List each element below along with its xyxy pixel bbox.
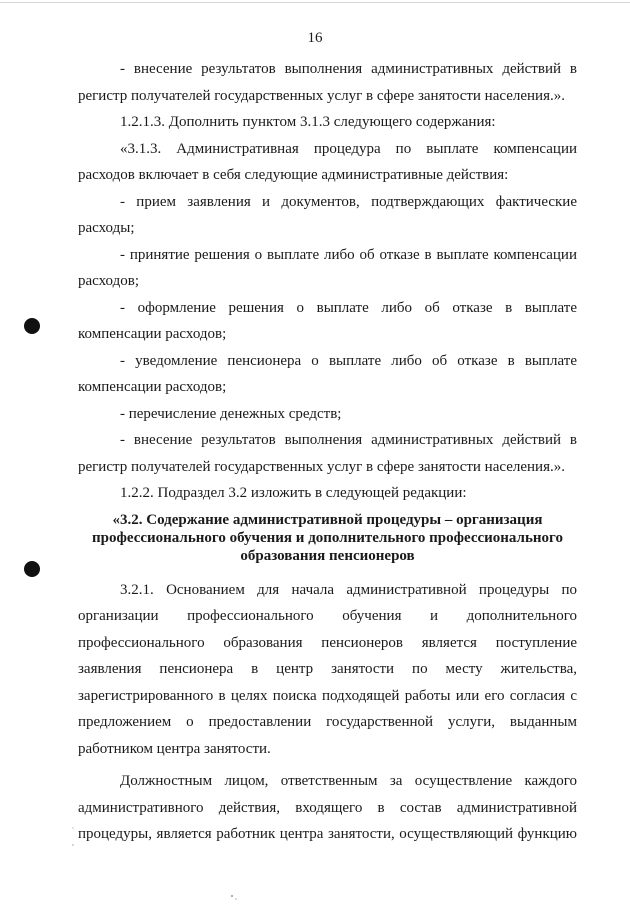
page-number: 16	[307, 30, 323, 46]
paragraph-3: «3.1.3. Административная процедура по выплате компенсации расходов включает в себя следующие административные действия:	[78, 140, 577, 183]
paragraph-7: - уведомление пенсионера о выплате либо об отказе в выплате компенсации расходов;	[78, 352, 577, 395]
paragraph-9: - внесение результатов выполнения административных действий в регистр получателей государственных услуг в сфере занятости населения.».	[78, 432, 577, 475]
paragraph-10: 1.2.2. Подраздел 3.2 изложить в следующей редакции:	[120, 485, 467, 501]
paragraph-1: - внесение результатов выполнения административных действий в регистр получателей государственных услуг в сфере занятости населения.».	[78, 61, 577, 104]
paragraph-8: - перечисление денежных средств;	[120, 405, 342, 422]
paragraph-5: - принятие решения о выплате либо об отказе в выплате компенсации расходов;	[78, 246, 577, 289]
paragraph-2: 1.2.1.3. Дополнить пунктом 3.1.3 следующего содержания:	[120, 114, 496, 130]
paragraph-6: - оформление решения о выплате либо об отказе в выплате компенсации расходов;	[78, 299, 577, 342]
section-heading: «3.2. Содержание административной процедуры – организация профессионального обучения и дополнительного профессионального образования пенсионеров	[91, 511, 563, 564]
paragraph-4: - прием заявления и документов, подтверждающих фактические расходы;	[78, 193, 577, 236]
paragraph-12: Должностным лицом, ответственным за осуществление каждого административного действия, входящего в состав административной процедуры, является работник центра занятости, осуществляющий функцию	[78, 773, 577, 842]
paragraph-11: 3.2.1. Основанием для начала административной процедуры по организации профессионального обучения и дополнительного профессионального образования пенсионеров является поступление заявления пенсионера в центр занятости по месту жительства, зарегистрированного в целях поиска подходящей работы или его согласия с предложением о предоставлении государственной услуги, выданным работником центра занятости.	[78, 581, 577, 757]
